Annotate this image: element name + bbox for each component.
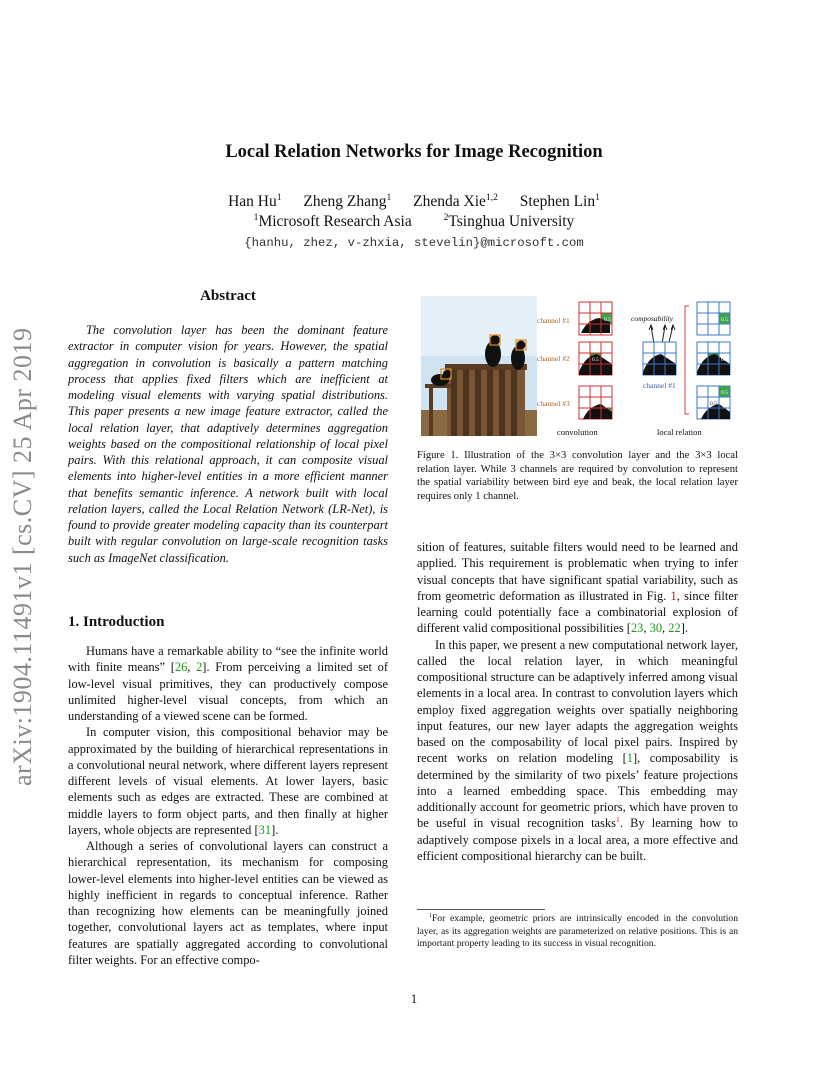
footnote-link[interactable]: 1 [615,815,620,825]
svg-text:0.5: 0.5 [721,357,728,363]
page-number: 1 [410,992,418,1006]
kernel-grid [697,302,730,335]
convolution-label: convolution [557,427,598,437]
paragraph: In computer vision, this compositional behavior may be approximated by the building of hierarchical representations in a convolutional neural network, where different layers represent different levels of visual elements. At lower layers, basic elements such as edges are extracted. These are combined at middle layers to form object parts, and then finally at higher layers, whole objects are represented [31]. [68,725,388,837]
abstract-body: The convolution layer has been the dominant feature extractor in computer vision for years. However, the spatial aggregation in convolution is basically a pattern matching process that applies fixed filters which are inefficient at modeling visual elements with varying spatial distributions. This paper presents a new image feature extractor, called the local relation layer, that adaptively determines aggregation weights based on the compositional relationship of local pixel pairs. With this relational approach, it can composite visual elements into higher-level entities in a more efficient manner that benefits semantic inference. A network built with local relation layers, called the Local Relation Network (LR-Net), is found to provide greater modeling capacity than its counterpart built with regular convolution on large-scale recognition tasks such as ImageNet classification. [68,323,388,565]
kernel-grid [697,342,730,375]
footnote-rule [417,909,545,910]
kernel-grid [697,386,730,419]
citation-link[interactable]: 1 [626,751,633,766]
channel-label: channel #1 [537,316,570,325]
relation-window [643,342,676,375]
citation-link[interactable]: 2 [196,660,203,675]
author: Stephen Lin$^1$ [519,191,600,210]
footnote: $^1$For example, geometric priors are intrinsically encoded in the convolution layer, as its aggregation weights are parameterized on relative positions. This is an important property leading to its success in visual recognition. [417,912,738,949]
citation-link[interactable]: 30 [649,621,663,636]
bracket [685,306,689,414]
figure-1-illustration [417,292,738,442]
channel-label: channel #3 [537,399,570,408]
author-list [0,193,828,211]
author: Zheng Zhang$^1$ [303,191,392,210]
figure-1 [417,292,738,442]
affiliation: $^1$Microsoft Research Asia [253,211,412,230]
channel-label: channel #2 [537,354,570,363]
introduction-left-column [68,643,388,968]
citation-link[interactable]: 31 [258,822,272,837]
paragraph: Humans have a remarkable ability to “see the infinite world with finite means” [26, 2]. From perceiving a limited set of low-level visual primitives, they can productively compose unlimited higher-level visual concepts, from which an understanding of a viewed scene can be formed. [68,644,389,723]
citation-link[interactable]: 23 [630,621,644,636]
section-heading-introduction: 1. Introduction [68,614,165,630]
svg-text:0.5: 0.5 [721,317,728,323]
local-relation-label: local relation [657,427,702,437]
affiliation: $^2$Tsinghua University [443,211,575,230]
author: Han Hu$^1$ [228,191,282,210]
svg-text:0.5: 0.5 [721,390,728,396]
svg-text:0.5: 0.5 [710,401,717,407]
arxiv-watermark: arXiv:1904.11491v1 [cs.CV] 25 Apr 2019 [8,327,37,786]
relation-channel-label: channel #1 [643,381,676,390]
convolution-kernels [579,302,612,419]
paragraph: Although a series of convolutional layers can construct a hierarchical representation, its mechanism for composing lower-level elements into higher-level entities can be viewed as highly inefficient in regards to conceptual inference. Rather than recognizing how elements can be meaningfully joined together, convolutional layers act as templates, where input features are spatially aggregated according to convolutional filter weights. For an effective compo- [68,839,388,967]
author: Zhenda Xie$^{1,2}$ [413,191,498,210]
figure-1-caption: Figure 1. Illustration of the 3×3 convolution layer and the 3×3 local relation layer. While 3 channels are required by convolution to represent the spatial variability between bird eye and beak, the local relation layer requires only 1 channel. [417,450,738,502]
kernel-grid [579,386,612,419]
bird-photo [421,296,537,436]
relation-kernels [697,302,730,419]
abstract-heading: Abstract [200,288,256,304]
kernel-grid [579,342,612,375]
figure-link[interactable]: 1 [670,588,677,603]
citation-link[interactable]: 22 [668,621,681,636]
svg-text:0.5: 0.5 [592,357,599,363]
composability-label: composability [631,314,674,323]
paper-title: Local Relation Networks for Image Recognition [225,142,603,162]
svg-text:0.5: 0.5 [604,317,611,323]
paragraph: In this paper, we present a new computational network layer, called the local relation layer, in which meaningful compositional structure can be adaptively inferred among visual elements in a local area. In contrast to convolution layers which employ fixed aggregation weights over spatially neighboring input features, our new layer adapts the aggregation weights based on the composability of local pixel pairs. Inspired by recent works on relation modeling [1], composability is determined by the similarity of two pixels’ feature projections into a learned embedding space. This embedding may additionally account for geometric priors, which have proven to be useful in visual recognition tasks$^1$. By learning how to adaptively compose pixels in a local area, a more effective and efficient compositional hierarchy can be built. [417,637,739,863]
paragraph: sition of features, suitable filters would need to be learned and applied. This requirement is problematic when trying to infer visual concepts that have significant spatial variability, such as from geometric deformation as illustrated in Fig. 1, since filter learning could potentially face a combinatorial explosion of different valid compositional possibilities [23, 30, 22]. [417,540,738,636]
kernel-grid [579,302,612,335]
affiliations [0,213,828,231]
introduction-right-column [417,539,738,864]
citation-link[interactable]: 26 [174,660,188,675]
author-emails: {hanhu, zhez, v-zhxia, stevelin}@microsoft.com [244,236,584,250]
